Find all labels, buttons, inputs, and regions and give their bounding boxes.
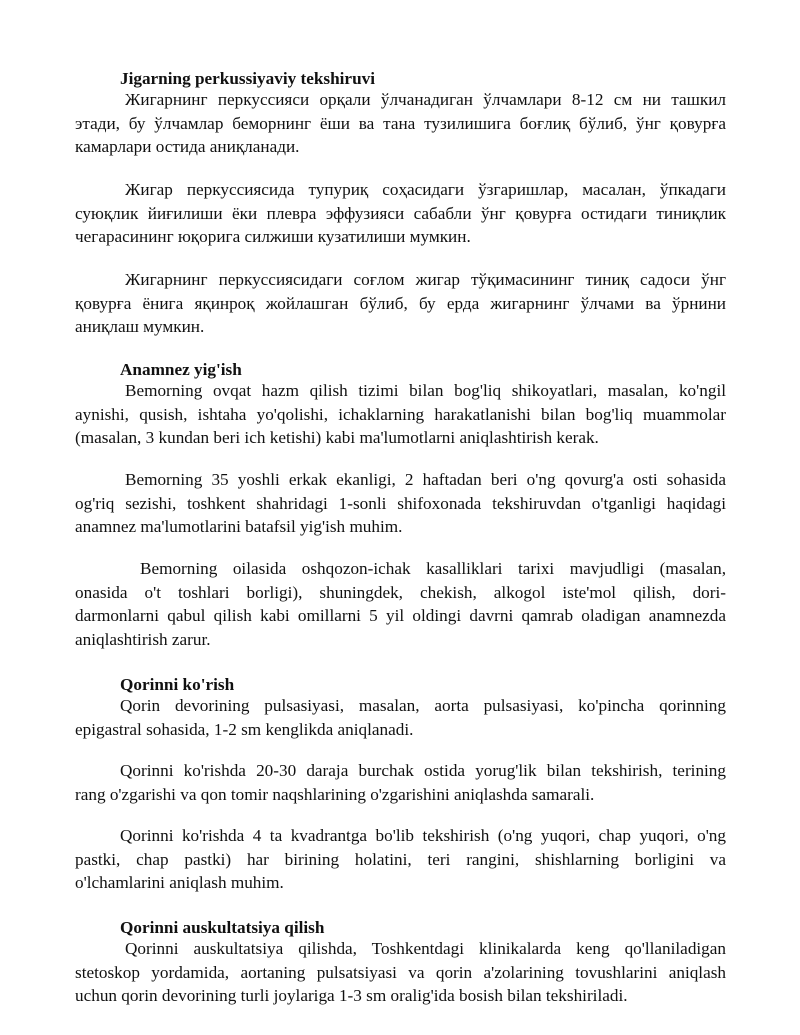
paragraph xyxy=(75,178,726,249)
paragraph-line: Bemorning oilasida oshqozon-ichak kasalliklari tarixi mavjudligi (masalan, xyxy=(140,559,726,578)
paragraph-line: onasida o't toshlari borligi), shuningdek, chekish, alkogol iste'mol qilish, dori- xyxy=(75,582,726,602)
paragraph xyxy=(75,759,726,806)
paragraph-line: қовурға ёнига яқинроқ жойлашган бўлиб, бу ерда жигарнинг ўлчами ва ўрнини xyxy=(75,293,726,313)
paragraph-line: Bemorning 35 yoshli erkak ekanligi, 2 haftadan beri o'ng qovurg'a osti sohasida xyxy=(125,470,726,489)
paragraph-line: Жигарнинг перкуссияси орқали ўлчанадиган ўлчамлари 8-12 см ни ташкил xyxy=(125,90,726,109)
paragraph xyxy=(75,468,726,539)
paragraph-line: Жигарнинг перкуссиясидаги соғлом жигар тўқимасининг тиниқ садоси ўнг xyxy=(125,270,726,289)
paragraph xyxy=(75,379,726,450)
paragraph-line: суюқлик йиғилиши ёки плевра эффузияси сабабли ўнг қовурға остидаги тиниқлик xyxy=(75,203,726,223)
paragraph-line: epigastral sohasida, 1-2 sm kenglikda aniqlanadi. xyxy=(75,719,414,739)
paragraph-line: anamnez ma'lumotlarini batafsil yig'ish muhim. xyxy=(75,517,403,536)
paragraph-line: (masalan, 3 kundan beri ich ketishi) kabi ma'lumotlarni aniqlashtirish kerak. xyxy=(75,428,599,447)
paragraph-line: Bemorning ovqat hazm qilish tizimi bilan bog'liq shikoyatlari, masalan, ko'ngil xyxy=(125,381,726,400)
paragraph-line: rang o'zgarishi va qon tomir naqshlarining o'zgarishini aniqlashda samarali. xyxy=(75,784,595,804)
paragraph xyxy=(75,557,726,651)
paragraph-line: og'riq sezishi, toshkent shahridagi 1-sonli shifoxonada tekshiruvdan o'tganligi haqidagi xyxy=(75,493,726,513)
paragraph-line: stetoskop yordamida, aortaning pulsatsiyasi va qorin a'zolarining tovushlarini aniqlash xyxy=(75,962,726,982)
paragraph-line: aynishi, qusish, ishtaha yo'qolishi, ichaklarning harakatlanishi bilan bog'liq muammolar xyxy=(75,404,726,424)
paragraph-line: uchun qorin devorining turli joylariga 1-3 sm oralig'ida bosish bilan tekshiriladi. xyxy=(75,986,628,1005)
paragraph-line: Qorinni ko'rishda 20-30 daraja burchak ostida yorug'lik bilan tekshirish, terining xyxy=(120,761,726,780)
section-heading-anamnesis: Anamnez yig'ish xyxy=(120,360,242,379)
section-heading-liver-percussion: Jigarning perkussiyaviy tekshiruvi xyxy=(120,69,375,88)
paragraph xyxy=(75,88,726,159)
paragraph-line: чегарасининг юқорига силжиши кузатилиши мумкин. xyxy=(75,227,471,246)
paragraph-line: аниқлаш мумкин. xyxy=(75,317,205,336)
paragraph-line: этади, бу ўлчамлар беморнинг ёши ва тана тузилишига боғлиқ бўлиб, ўнг қовурға xyxy=(75,113,726,133)
paragraph-line: darmonlarni qabul qilish kabi omillarni 5 yil oldingi davrni qamrab oladigan anamnezda xyxy=(75,606,726,625)
section-heading-abdominal-auscultation: Qorinni auskultatsiya qilish xyxy=(120,918,325,937)
paragraph-line: камарлари остида аниқланади. xyxy=(75,137,300,156)
paragraph xyxy=(75,268,726,339)
paragraph xyxy=(75,824,726,895)
paragraph-line: o'lchamlarini aniqlash muhim. xyxy=(75,873,284,892)
paragraph-line: Qorin devorining pulsasiyasi, masalan, aorta pulsasiyasi, ko'pincha qorinning xyxy=(120,696,726,715)
paragraph-line: Жигар перкуссиясида тупуриқ соҳасидаги ўзгаришлар, масалан, ўпкадаги xyxy=(125,180,726,199)
paragraph xyxy=(75,937,726,1008)
paragraph-line: pastki, chap pastki) har birining holatini, teri rangini, shishlarning borligini va xyxy=(75,849,726,869)
paragraph xyxy=(75,694,726,741)
paragraph-line: Qorinni auskultatsiya qilishda, Toshkentdagi klinikalarda keng qo'llaniladigan xyxy=(125,939,726,958)
paragraph-line: aniqlashtirish zarur. xyxy=(75,629,211,649)
paragraph-line: Qorinni ko'rishda 4 ta kvadrantga bo'lib tekshirish (o'ng yuqori, chap yuqori, o'ng xyxy=(120,826,726,845)
section-heading-abdominal-inspection: Qorinni ko'rish xyxy=(120,675,235,694)
